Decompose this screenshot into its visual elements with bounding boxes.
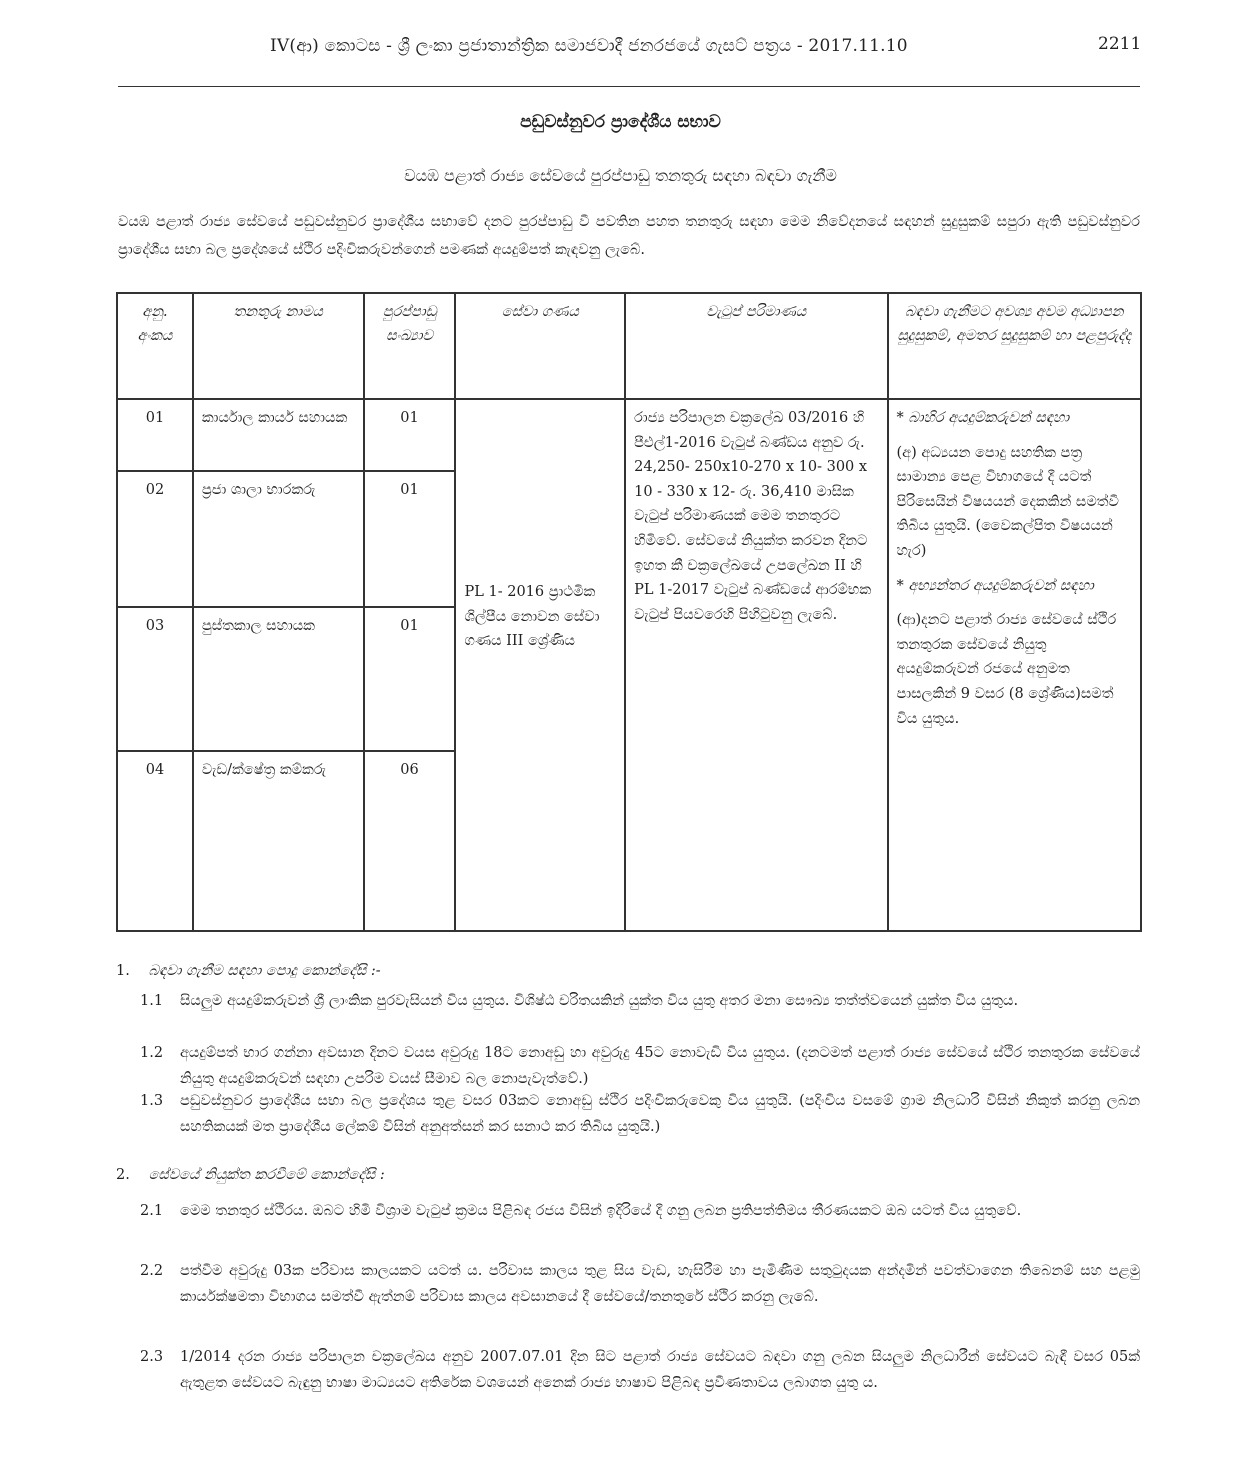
col-header-vacancies: පුරප්පාඩු සංඛ්‍යාව	[364, 293, 456, 399]
section-title: සේවයේ නියුක්ත කරවීමේ කොන්දේසි :	[148, 1167, 385, 1183]
vacancy-count: 01	[364, 607, 456, 751]
row-number: 02	[117, 471, 193, 607]
list-item	[140, 1040, 1140, 1092]
item-number: 2.2	[140, 1263, 164, 1279]
item-number: 1.2	[140, 1045, 164, 1061]
post-name: වැඩ/ක්ෂේත්‍ර කම්කරු	[193, 751, 364, 931]
page-number: 2211	[1098, 34, 1142, 54]
item-text: පඩුවස්නුවර ප්‍රාදේශීය සභා බල ප්‍රදේශය තුළ වසර 03කට නොඅඩු ස්ථිර පදිංචිකරුවෙකු විය යුතුයි. (පදිංචිය වසමේ ග්‍රාම නිලධාරි විසින් නිකුත් කරනු ලබන සහතිකයක් මත ප්‍රාදේශීය ලේකම් විසින් අනුඅත්සන් කර සනාථ කර තිබිය යුතුයි.)	[180, 1093, 1140, 1135]
item-text: සියලුම අයදුම්කරුවන් ශ්‍රී ලාංකික පුරවැසියන් විය යුතුය. විශිෂ්ඨ චරිතයකින් යුක්ත විය යුතු අතර මනා සෞඛ්‍ය තත්ත්වයෙන් යුක්ත විය යුතුය.	[180, 993, 1019, 1009]
item-text: පත්වීම අවුරුදු 03ක පරිවාස කාලයකට යටත් ය. පරිවාස කාලය තුළ සිය වැඩ, හැසිරීම හා පැමිණීම සතුටුදයක අන්දමින් පවත්වාගෙන තිබෙනම් සහ පළමු කාර්යක්ෂමතා විභාගය සමත්වී ඇත්නම් පරිවාස කාලය අවසානයේ දී සේවයේ/තනතුරේ ස්ථිර කරනු ලැබේ.	[180, 1263, 1140, 1305]
post-name: කාර්යාල කාර්ය සහායක	[193, 399, 364, 471]
vacancy-table	[116, 292, 1142, 932]
vacancy-count: 01	[364, 399, 456, 471]
list-item	[140, 1198, 1140, 1224]
internal-qualification: (ආ)දනට පළාත් රාජ්‍ය සේවයේ ස්ථිර තනතුරක සේවයේ නියුතු අයදුම්කරුවන් රජයේ අනුමත පාසලකින් 9 වසර (8 ශ්‍රේණිය)සමත් විය යුතුය.	[896, 612, 1117, 727]
notice-subtitle: වයඹ පළාත් රාජ්‍ය සේවයේ පුරප්පාඩු තනතුරු සඳහා බඳවා ගැනීම	[404, 166, 837, 185]
item-number: 2.3	[140, 1349, 164, 1365]
post-name: ප්‍රජා ශාලා භාරකරු	[193, 471, 364, 607]
table-row	[117, 399, 1141, 471]
external-qualification: (අ) අධ්‍යයන පොදු සහතික පත්‍ර සාමාන්‍ය පෙළ විභාගයේ දී යටත් පිරිසෙයින් විෂයයන් දෙකකින් සමත්වී තිබිය යුතුයි. (වෛකල්පිත විෂයයන් හැර)	[896, 444, 1119, 559]
item-number: 1.1	[140, 993, 164, 1009]
salary-scale: රාජ්‍ය පරිපාලන චක්‍රලේඛ 03/2016 හි පීඑල්1-2016 වැටුප් බණ්ඩය අනුව රු. 24,250- 250x10-270 x 10- 300 x 10 - 330 x 12- රු. 36,410 මාසික වැටුප් පරිමාණයක් මෙම තනතුරට හිමිවේ. සේවයේ නියුක්ත කරවන දිනට ඉහත කී චක්‍රලේඛයේ උපලේඛන II හි PL 1-2017 වැටුප් බණ්ඩයේ ආරම්භක වැටුප් පියවරෙහි පිහිටුවනු ලැබේ.	[625, 399, 887, 931]
list-item	[140, 1258, 1140, 1310]
col-header-salary: වැටුප් පරිමාණය	[625, 293, 887, 399]
section-number: 1.	[116, 963, 130, 979]
row-number: 03	[117, 607, 193, 751]
list-item	[140, 1088, 1140, 1140]
external-heading: * බාහිර අයදුම්කරුවන් සඳහා	[896, 410, 1070, 426]
item-text: 1/2014 දරන රාජ්‍ය පරිපාලන චක්‍රලේඛය අනුව 2007.07.01 දින සිට පළාත් රාජ්‍ය සේවයට බඳවා ගනු ලබන සියලුම නිලධාරීන් සේවයට බැඳී වසර 05ක් ඇතුළත සේවයට බැඳුනු භාෂා මාධ්‍යයට අතිරේක වශයෙන් අනෙක් රාජ්‍ය භාෂාව පිළිබඳ ප්‍රවීණතාවය ලබාගත යුතු ය.	[180, 1349, 1140, 1391]
qualifications-cell	[888, 399, 1142, 931]
intro-paragraph: වයඹ පළාත් රාජ්‍ය සේවයේ පඩුවස්නුවර ප්‍රාදේශීය සභාවේ දනට පුරප්පාඩු වී පවතින පහත තනතුරු සඳහා මෙම නිවේදනයේ සඳහන් සුදුසුකම් සපුරා ඇති පඩුවස්නුවර ප්‍රාදේශීය සභා බල ප්‍රදේශයේ ස්ථිර පදිංචිකරුවන්ගෙන් පමණක් අයදුම්පත් කැඳවනු ලැබේ.	[118, 214, 1140, 258]
col-header-no: අනු. අංකය	[117, 293, 193, 399]
col-header-qualifications: බඳවා ගැනීමට අවශ්‍ය අවම අධ්‍යාපන සුදුසුකම්, අමතර සුදුසුකම් හා පළපුරුද්ද	[888, 293, 1142, 399]
item-number: 2.1	[140, 1203, 164, 1219]
col-header-service: සේවා ගණය	[455, 293, 625, 399]
row-number: 01	[117, 399, 193, 471]
item-text: මෙම තනතුර ස්ථිරය. ඔබට හිමි විශ්‍රාම වැටුප් ක්‍රමය පිළිබඳ රජය විසින් ඉදිරියේ දී ගනු ලබන ප්‍රතිපත්තිමය තීරණයකට ඔබ යටත් විය යුතුවේ.	[180, 1203, 1022, 1219]
item-number: 1.3	[140, 1093, 164, 1109]
header-rule	[118, 86, 1140, 87]
notice-title: පඩුවස්නුවර ප්‍රාදේශීය සභාව	[520, 112, 721, 132]
gazette-header: IV(ආ) කොටස - ශ්‍රී ලංකා ප්‍රජාතාන්ත්‍රික සමාජවාදී ජනරජයේ ගැසට් පත්‍රය - 2017.11.10	[270, 36, 908, 56]
section-title: බඳවා ගැනීම සඳහා පොදු කොන්දේසි :-	[148, 963, 381, 979]
internal-heading: * අභ්‍යන්තර අයදුම්කරුවන් සඳහා	[896, 577, 1094, 594]
list-item	[140, 988, 1140, 1014]
vacancy-count: 06	[364, 751, 456, 931]
section-number: 2.	[116, 1167, 130, 1183]
service-category: PL 1- 2016 ප්‍රාථමික ශිල්පීය නොවන සේවා ගණය III ශ්‍රේණිය	[455, 399, 625, 931]
section-heading	[116, 1162, 385, 1188]
item-text: අයදුම්පත් භාර ගන්නා අවසාන දිනට වයස අවුරුදු 18ට නොඅඩු හා අවුරුදු 45ට නොවැඩි විය යුතුය. (දනටමත් පළාත් රාජ්‍ය සේවයේ ස්ථිර තනතුරක සේවයේ නියුතු අයදුම්කරුවන් සඳහා උපරිම වයස් සීමාව බල නොපැවැත්වේ.)	[180, 1045, 1140, 1087]
list-item	[140, 1344, 1140, 1396]
row-number: 04	[117, 751, 193, 931]
post-name: පුස්තකාල සහායක	[193, 607, 364, 751]
col-header-post: තනතුරු නාමය	[193, 293, 364, 399]
vacancy-count: 01	[364, 471, 456, 607]
table-header-row	[117, 293, 1141, 399]
section-heading	[116, 958, 381, 984]
